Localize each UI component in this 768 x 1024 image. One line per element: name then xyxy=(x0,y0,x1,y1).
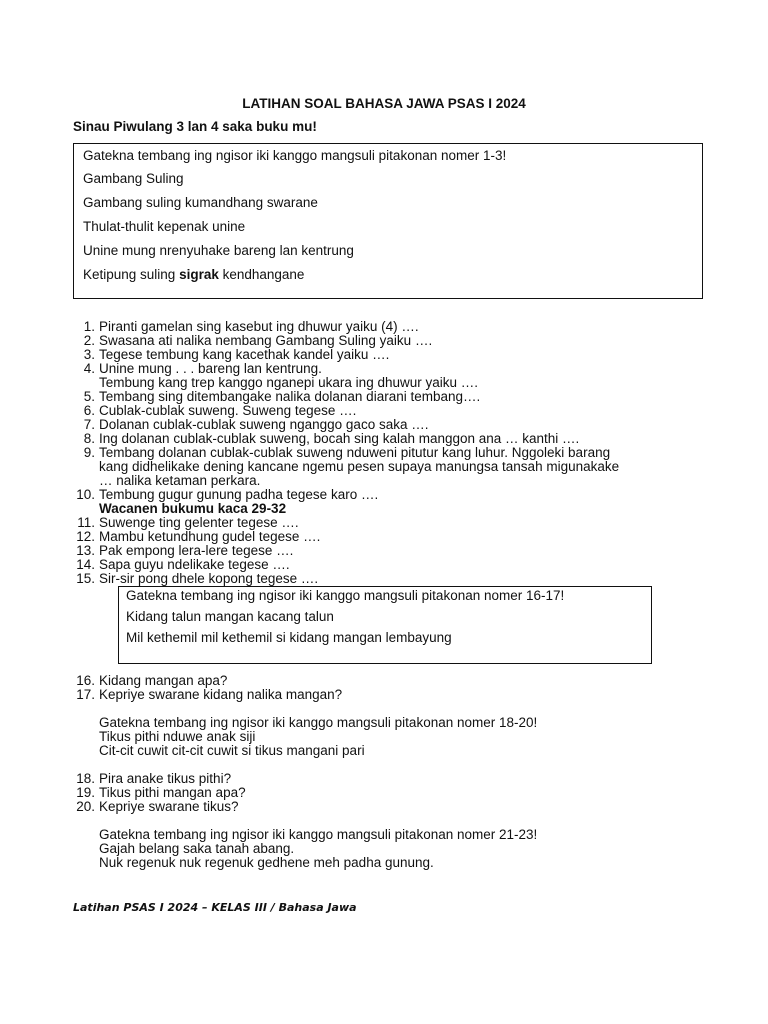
question-text: Suwenge ting gelenter tegese …. xyxy=(99,515,299,530)
question-number: 2. xyxy=(83,333,95,348)
song-box-1-line-2: Gambang suling kumandhang swarane xyxy=(83,195,318,210)
question-number: 10. xyxy=(76,487,95,502)
question-text: Kepriye swarane tikus? xyxy=(99,799,239,814)
question-text: Kidang mangan apa? xyxy=(99,673,228,688)
question-number: 3. xyxy=(83,347,95,362)
section-18-line-2: Cit-cit cuwit cit-cit cuwit si tikus mangani pari xyxy=(99,743,365,758)
song-box-2-line-1: Kidang talun mangan kacang talun xyxy=(126,609,334,624)
question-9-line-3: … nalika ketaman perkara. xyxy=(99,473,261,488)
question-number: 17. xyxy=(76,687,95,702)
page-title: LATIHAN SOAL BAHASA JAWA PSAS I 2024 xyxy=(242,96,526,111)
question-text: Pira anake tikus pithi? xyxy=(99,771,232,786)
question-text: Tembang sing ditembangake nalika dolanan diarani tembang…. xyxy=(99,389,481,404)
question-text: Tembang dolanan cublak-cublak suweng nduweni pitutur kang luhur. Nggoleki barang xyxy=(99,445,611,460)
song-box-1-line-1: Gambang Suling xyxy=(83,171,184,186)
question-number: 15. xyxy=(76,571,95,586)
question-number: 8. xyxy=(83,431,95,446)
question-text: Ing dolanan cublak-cublak suweng, bocah sing kalah manggon ana … kanthi …. xyxy=(99,431,580,446)
question-text: Dolanan cublak-cublak suweng nganggo gaco saka …. xyxy=(99,417,429,432)
question-number: 9. xyxy=(83,445,95,460)
question-number: 4. xyxy=(83,361,95,376)
song-box-1-line-3: Thulat-thulit kepenak unine xyxy=(83,219,246,234)
song-box-1-intro: Gatekna tembang ing ngisor iki kanggo mangsuli pitakonan nomer 1-3! xyxy=(83,148,507,163)
question-number: 19. xyxy=(76,785,95,800)
section-21-intro: Gatekna tembang ing ngisor iki kanggo mangsuli pitakonan nomer 21-23! xyxy=(99,827,538,842)
question-number: 1. xyxy=(83,319,95,334)
question-text: Unine mung . . . bareng lan kentrung. xyxy=(99,361,322,376)
song-box-1 xyxy=(73,143,703,299)
question-text: Pak empong lera-lere tegese …. xyxy=(99,543,294,558)
question-number: 11. xyxy=(77,515,95,530)
question-number: 7. xyxy=(83,417,95,432)
question-number: 13. xyxy=(76,543,95,558)
question-number: 5. xyxy=(83,389,95,404)
question-text: Tikus pithi mangan apa? xyxy=(99,785,246,800)
question-text: Sir-sir pong dhele kopong tegese …. xyxy=(99,571,319,586)
song-box-2-intro: Gatekna tembang ing ngisor iki kanggo mangsuli pitakonan nomer 16-17! xyxy=(126,588,565,603)
song-box-2-line-2: Mil kethemil mil kethemil si kidang mangan lembayung xyxy=(126,630,452,645)
section-heading: Wacanen bukumu kaca 29-32 xyxy=(99,501,287,516)
question-4-continuation: Tembung kang trep kanggo nganepi ukara ing dhuwur yaiku …. xyxy=(99,375,478,390)
question-text: Piranti gamelan sing kasebut ing dhuwur yaiku (4) …. xyxy=(99,319,419,334)
section-21-line-2: Nuk regenuk nuk regenuk gedhene meh padha gunung. xyxy=(99,855,434,870)
section-18-intro: Gatekna tembang ing ngisor iki kanggo mangsuli pitakonan nomer 18-20! xyxy=(99,715,538,730)
song-box-1-line-4: Unine mung nrenyuhake bareng lan kentrung xyxy=(83,243,354,258)
page-subtitle: Sinau Piwulang 3 lan 4 saka buku mu! xyxy=(73,119,317,134)
question-text: Swasana ati nalika nembang Gambang Suling yaiku …. xyxy=(99,333,433,348)
question-text: Sapa guyu ndelikake tegese …. xyxy=(99,557,290,572)
line-5-pre: Ketipung suling xyxy=(83,267,180,282)
question-number: 16. xyxy=(76,673,95,688)
question-number: 14. xyxy=(76,557,95,572)
question-number: 6. xyxy=(83,403,95,418)
song-box-1-line-5 xyxy=(83,267,304,282)
question-9-line-2: kang didhelikake dening kancane ngemu pesen supaya manungsa tansah migunakake xyxy=(99,459,620,474)
line-5-post: kendhangane xyxy=(218,267,305,282)
section-21-line-1: Gajah belang saka tanah abang. xyxy=(99,841,295,856)
line-5-bold-word: sigrak xyxy=(179,267,219,282)
question-text: Cublak-cublak suweng. Suweng tegese …. xyxy=(99,403,357,418)
question-number: 18. xyxy=(76,771,95,786)
question-number: 20. xyxy=(76,799,95,814)
song-box-2 xyxy=(118,586,652,664)
question-text: Tegese tembung kang kacethak kandel yaiku …. xyxy=(99,347,390,362)
page-footer: Latihan PSAS I 2024 – KELAS III / Bahasa Jawa xyxy=(73,901,357,914)
question-text: Tembung gugur gunung padha tegese karo …. xyxy=(99,487,379,502)
section-18-line-1: Tikus pithi nduwe anak siji xyxy=(99,729,256,744)
question-number: 12. xyxy=(76,529,95,544)
question-text: Mambu ketundhung gudel tegese …. xyxy=(99,529,321,544)
question-text: Kepriye swarane kidang nalika mangan? xyxy=(99,687,343,702)
